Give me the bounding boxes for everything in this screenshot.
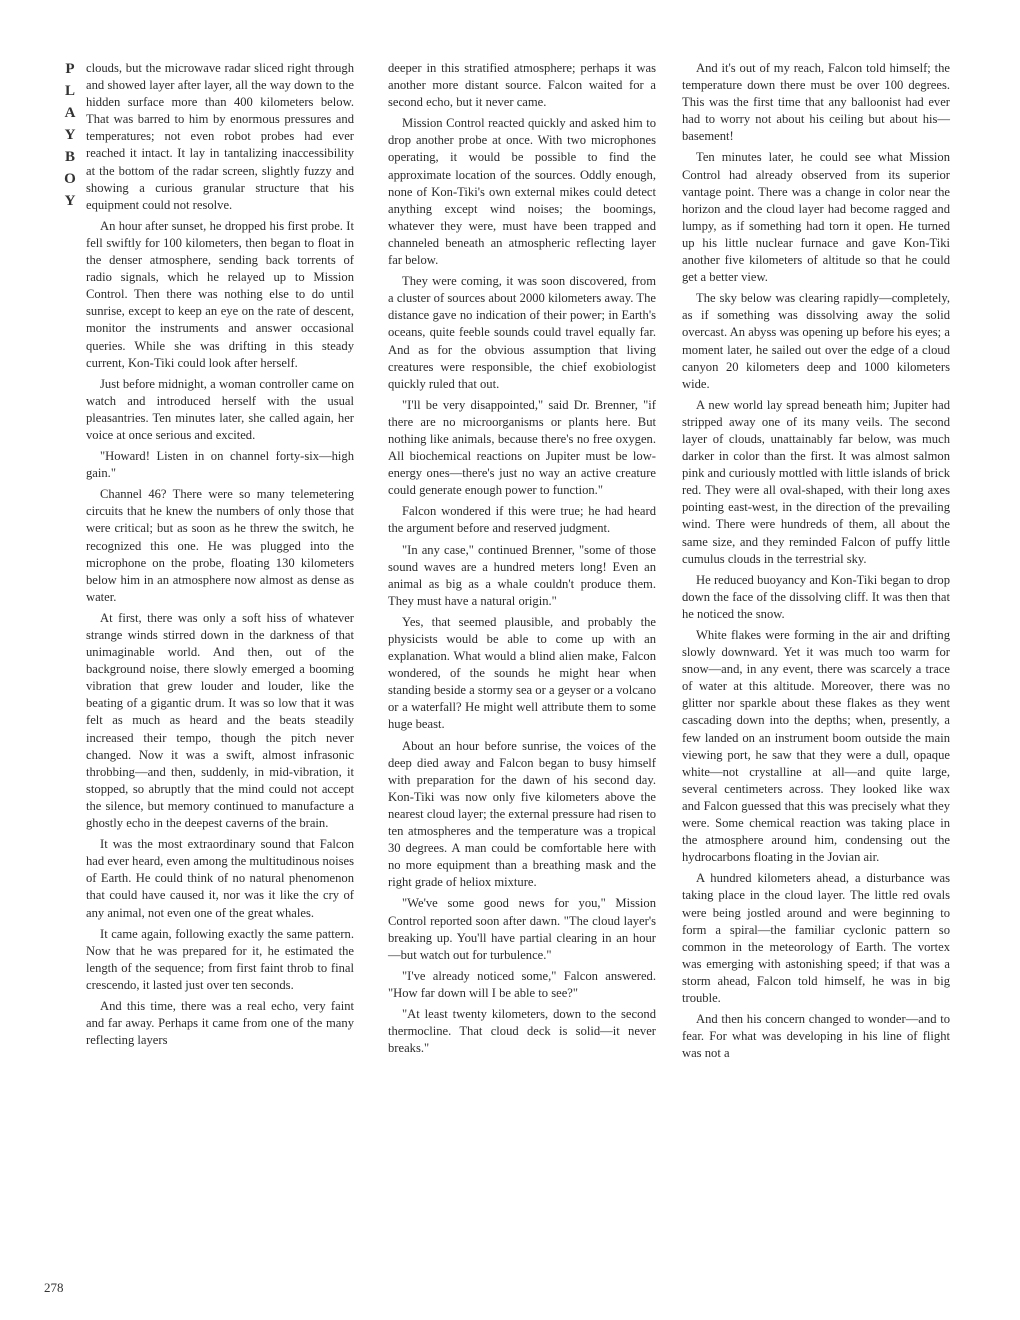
paragraph: A hundred kilometers ahead, a disturbance was taking place in the cloud layer. The little red ovals were being jostled around and were beginning to form a spiral—the familiar cyclonic pattern so common in the meteorology of Earth. The vortex was emerging with astonishing speed; if that was a storm ahead, Falcon told himself, he was in big trouble. <box>682 871 950 1005</box>
paragraph: "We've some good news for you," Mission Control reported soon after dawn. "The cloud layer's breaking up. You'll have partial clearing in an hour—but watch out for turbulence." <box>388 896 656 962</box>
paragraph: And it's out of my reach, Falcon told himself; the temperature down there must be over 100 degrees. This was the first time that any balloonist had ever had to worry not about his ceiling but about his—basement! <box>682 61 950 144</box>
masthead-letter: Y <box>64 193 76 209</box>
paragraph: deeper in this stratified atmosphere; perhaps it was another more distant source. Falcon waited for a second echo, but it never came. <box>388 61 656 110</box>
masthead-letter: B <box>64 149 75 165</box>
paragraph: Ten minutes later, he could see what Mission Control had already observed from its superior vantage point. There was a change in color near the horizon and the cloud layer had become ragged and lumpy, as if something had torn it open. He turned up his little nuclear furnace and gave Kon-Tiki another five kilometers of altitude so that he could get a better view. <box>682 150 950 285</box>
paragraph: "In any case," continued Brenner, "some of those sound waves are a hundred meters long! Even an animal as big as a whale couldn't produce them. They must have a natural origin." <box>388 542 656 608</box>
paragraph: Falcon wondered if this were true; he had heard the argument before and reserved judgment. <box>388 504 656 536</box>
text-column-2 <box>388 60 656 1061</box>
paragraph: The sky below was clearing rapidly—completely, as if something was dissolving away the solid overcast. An abyss was opening up before his eyes; a moment later, he sailed out over the edge of a cloud canyon 20 kilometers deep and 1000 kilometers wide. <box>682 291 950 391</box>
paragraph: "Howard! Listen in on channel forty-six—high gain." <box>86 449 354 481</box>
paragraph: He reduced buoyancy and Kon-Tiki began to drop down the face of the dissolving cliff. It was then that he noticed the snow. <box>682 572 950 621</box>
paragraph: And then his concern changed to wonder—and to fear. For what was developing in his line of flight was not a <box>682 1012 950 1061</box>
paragraph: And this time, there was a real echo, very faint and far away. Perhaps it came from one of the many reflecting layers <box>86 998 354 1048</box>
paragraph: It came again, following exactly the same pattern. Now that he was prepared for it, he estimated the length of the sequence; from first faint throb to final crescendo, it lasted just over ten seconds. <box>86 926 354 992</box>
paragraph: About an hour before sunrise, the voices of the deep died away and Falcon began to busy himself with preparation for the dawn of his second day. Kon-Tiki was now only five kilometers above the nearest cloud layer; the external pressure had risen to ten atmospheres and the temperature was a tropical 30 degrees. A man could be comfortable here with no more equipment than a breathing mask and the right grade of heliox mixture. <box>388 738 656 890</box>
paragraph: An hour after sunset, he dropped his first probe. It fell swiftly for 100 kilometers, then began to float in the denser atmosphere, sending back torrents of radio signals, which he relayed up to Mission Control. Then there was nothing else to do until sunrise, except to keep an eye on the rate of descent, monitor the instruments and answer occasional queries. While she was drifting in this steady current, Kon-Tiki could look after herself. <box>86 218 354 370</box>
paragraph: It was the most extraordinary sound that Falcon had ever heard, even among the multitudinous noises of Earth. He could think of no natural phenomenon that could have caused it, nor was it like the cry of any animal, not even one of the great whales. <box>86 837 354 920</box>
paragraph: "I'll be very disappointed," said Dr. Brenner, "if there are no microorganisms or plants here. But nothing like animals, because there's no free oxygen. All biochemical reactions on Jupiter must be low-energy ones—there's just no way an active creature could generate enough power to function." <box>388 397 656 498</box>
page-number: 278 <box>44 1280 64 1295</box>
paragraph: "At least twenty kilometers, down to the second thermocline. That cloud deck is solid—it never breaks." <box>388 1006 656 1056</box>
paragraph: Just before midnight, a woman controller came on watch and introduced herself with the usual pleasantries. Ten minutes later, she called again, her voice at once serious and excited. <box>86 376 354 442</box>
paragraph: White flakes were forming in the air and drifting slowly downward. Yet it was much too warm for snow—and, in any event, there was scarcely a trace of water at this altitude. Moreover, there was no glitter nor sparkle about these flakes as they went cascading down into the depths; when, presently, a few landed on an instrument boom outside the main viewing port, he saw that they were a dull, opaque white—not crystalline at all—and quite large, several centimeters across. They looked like wax and Falcon guessed that this was precisely what they were. Some chemical reaction was taking place in the atmosphere around him, condensing out the hydrocarbons floating in the Jovian air. <box>682 628 950 865</box>
text-column-3 <box>682 60 950 1066</box>
paragraph: A new world lay spread beneath him; Jupiter had stripped away one of its many veils. The second layer of clouds, unattainably far below, was much darker in color than the first. It was almost salmon pink and curiously mottled with little islands of brick red. They were all oval-shaped, with their long axes pointing east-west, in the direction of the prevailing wind. There were hundreds of them, all about the same size, and they reminded Falcon of puffy little cumulus clouds in the terrestrial sky. <box>682 397 950 566</box>
paragraph: At first, there was only a soft hiss of whatever strange winds stirred down in the darkness of that unimaginable world. And then, out of the background noise, there slowly emerged a booming vibration that grew louder and louder, like the beating of a gigantic drum. It was so low that it was felt as much as heard and the beats steadily increased their tempo, though the pitch never changed. Now it was a swift, almost infrasonic throbbing—and then, suddenly, in mid-vibration, it stopped, so abruptly that the mind could not accept the silence, but memory continued to manufacture a ghostly echo in the deepest caverns of the brain. <box>86 610 354 831</box>
paragraph: "I've already noticed some," Falcon answered. "How far down will I be able to see?" <box>388 968 656 1000</box>
masthead-letter: O <box>64 171 76 187</box>
paragraph: They were coming, it was soon discovered, from a cluster of sources about 2000 kilometers away. The distance gave no indication of their power; in Earth's oceans, quite feeble sounds could travel equally far. And as for the obvious assumption that living creatures were responsible, the chief exobiologist quickly ruled that out. <box>388 274 656 391</box>
paragraph: clouds, but the microwave radar sliced right through and showed layer after layer, all the way down to the hidden surface more than 400 kilometers below. That was barred to him by enormous pressures and temperatures; not even robot probes had ever reached it intact. It lay in tantalizing inaccessibility at the bottom of the radar screen, slightly fuzzy and showing a curious granular structure that his equipment could not resolve. <box>86 61 354 212</box>
paragraph: Channel 46? There were so many telemetering circuits that he knew the numbers of only those that were critical; but as soon as he threw the switch, he recognized this one. He was plugged into the microphone on the probe, floating 130 kilometers below him in an atmosphere now almost as dense as water. <box>86 487 354 604</box>
masthead-letter: A <box>64 105 76 121</box>
magazine-masthead <box>58 58 82 212</box>
masthead-letter: Y <box>64 127 76 143</box>
paragraph: Mission Control reacted quickly and asked him to drop another probe at once. With two microphones operating, it would be possible to find the approximate location of the sources. Oddly enough, none of Kon-Tiki's own external mikes could detect anything except wind noises; the boomings, whatever they were, must have been trapped and channeled beneath an atmospheric reflecting layer far below. <box>388 116 656 268</box>
masthead-letter: P <box>65 61 75 77</box>
masthead-letter: L <box>64 83 75 99</box>
paragraph: Yes, that seemed plausible, and probably the physicists would be able to come up with an explanation. What would a blind alien make, Falcon wondered, of the sounds he might hear when standing beside a stormy sea or a geyser or a volcano or a waterfall? He might well attribute them to some huge beast. <box>388 614 656 732</box>
text-column-1 <box>86 60 354 1053</box>
